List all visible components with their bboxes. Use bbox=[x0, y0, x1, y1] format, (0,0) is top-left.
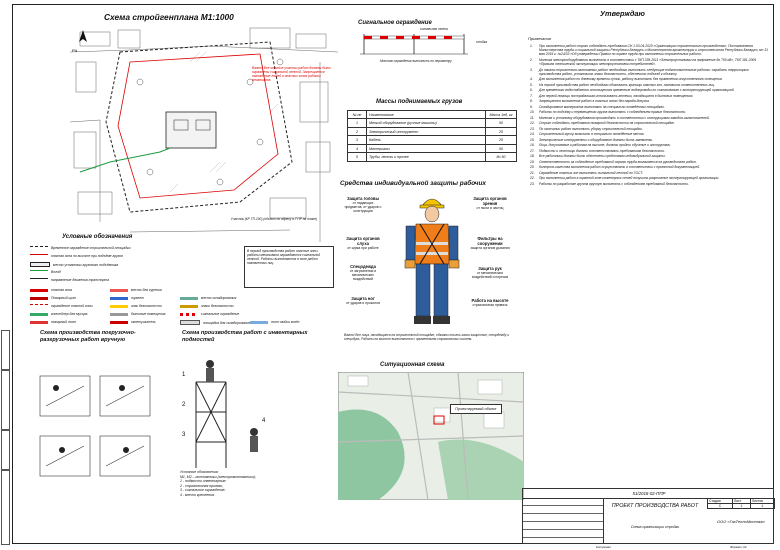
masses-title: Массы поднимаемых грузов bbox=[376, 99, 463, 105]
list-item: 8. Запрещается выполнение работ в опасных зонах без наряда-допуска. bbox=[530, 99, 770, 103]
site-plan bbox=[70, 22, 338, 247]
legend-title: Условные обозначения bbox=[62, 234, 133, 240]
masses-head-num: № пп bbox=[348, 111, 367, 119]
ppe-helmet-text: от падающих предметов, от ударов о конструкции bbox=[344, 201, 382, 213]
legend-item bbox=[180, 304, 234, 308]
ppe-note: Важно! Все лица, находящиеся на строительной площадке, обязаны носить каски защитные, спецодежду и спецобувь. Работы на высоте выполняются с применением страховочных систем. bbox=[344, 333, 510, 341]
legend-label: место для курения bbox=[131, 288, 162, 292]
legend-label: знаки безопасности bbox=[201, 304, 234, 308]
legend-item bbox=[110, 296, 144, 300]
cell: 50 bbox=[486, 144, 517, 152]
masses-head-mass: Масса 1ед, кг bbox=[486, 111, 517, 119]
ppe-height bbox=[470, 298, 510, 307]
cell: до 50 bbox=[486, 153, 517, 161]
situation-map bbox=[338, 372, 524, 500]
note-text: Подмости и лестницы должны соответствовать требованиям безопасности. bbox=[539, 148, 665, 153]
cell: Трубы, ленты и прочее bbox=[367, 153, 486, 161]
note-text: Строго соблюдать требования пожарной безопасности на строительной площадке. bbox=[539, 121, 675, 126]
legend-item bbox=[250, 320, 300, 324]
list-item: 4. Для выполнения работ по дневному времени суток, работу выполнять без применения искусственного освещения. bbox=[530, 77, 770, 81]
notes-title: Примечания bbox=[528, 36, 551, 41]
list-item: 5. На период производства работ необходимо обозначить границы опасных зон, назначить ответственных лиц. bbox=[530, 83, 770, 87]
legend-label: бытовые помещения bbox=[131, 312, 166, 316]
legend-label: направление движения транспорта bbox=[51, 278, 110, 282]
stamp-sheets-value: 1 bbox=[750, 504, 774, 509]
notes-list bbox=[530, 44, 770, 484]
stamp-format: Формат А3 bbox=[730, 545, 747, 549]
cell: 4 bbox=[348, 144, 367, 152]
note-text: Для выполнения работ по дневному времени суток, работу выполнять без применения искусственного освещения. bbox=[539, 77, 723, 82]
stamp-code: 51/2018-02-ППР bbox=[523, 489, 775, 499]
note-text: Запрещается выполнение работ в опасных зонах без наряда-допуска. bbox=[539, 99, 650, 104]
list-item: 17. Подмости и лестницы должны соответствовать требованиям безопасности. bbox=[530, 149, 770, 153]
legend-item bbox=[30, 262, 118, 267]
table-row bbox=[348, 119, 517, 127]
note-text: На период производства работ необходимо обозначить границы опасных зон, назначить ответственных лиц. bbox=[539, 82, 715, 87]
worker-figure bbox=[400, 192, 464, 332]
list-item: 21. Ограждение опасных зон выполнять сигнальной лентой по ГОСТ. bbox=[530, 171, 770, 175]
ppe-ears-title: Защита органов слуха bbox=[346, 236, 380, 246]
note-text: Монтаж электрооборудования выполнять в соответствии с ТКП 339-2011 «Электроустановки на напряжение до 750 кВ», ТКП 181-2009 «Правила технической эксплуатации электроустановок потребителей». bbox=[539, 57, 757, 67]
svg-text:1: 1 bbox=[182, 372, 186, 378]
note-text: Электрические инструменты и оборудование должны быть заземлены. bbox=[539, 137, 653, 142]
legend-label: огнетушитель bbox=[131, 320, 156, 324]
note-text: Ограждение опасных зон выполнять сигнальной лентой по ГОСТ. bbox=[539, 170, 643, 175]
list-item: 23. Работы по разработке грунта вручную выполнять с соблюдением требований безопасности. bbox=[530, 182, 770, 186]
stamp-signatures bbox=[523, 498, 604, 544]
list-item: 16. Лица, допускаемые к работам на высоте, должны пройти обучение и инструктаж. bbox=[530, 143, 770, 147]
stamp-company: ООО «ГазТеплоМонтаж» bbox=[716, 519, 766, 524]
legend-item bbox=[30, 288, 72, 292]
ppe-eyes-title: Защита органов зрения bbox=[473, 196, 507, 206]
legend-item bbox=[30, 254, 123, 258]
legend-label: опасная зона bbox=[51, 288, 73, 292]
svg-text:4: 4 bbox=[262, 418, 266, 424]
list-item: 3. До начала строительно-монтажных работ необходимо выполнить следующие подготовительные работы: оградить территорию производства работ, установить знаки безопасности, обеспечить подъезд к объекту. bbox=[530, 68, 770, 76]
note-text: По окончании работ выполнить уборку строительной площадки. bbox=[539, 126, 643, 131]
note-text: Все работники должны быть обеспечены средствами индивидуальной защиты. bbox=[539, 154, 666, 159]
cell: 1 bbox=[348, 119, 367, 127]
note-text: При выполнении работ строго соблюдать требования СН 1.03.04-2020 «Организация строительного производства», Постановления Министерства труда и социальной защиты Республики Беларусь и Министерства архитектуры и строительства Республики Беларусь от 31 мая 2019 г. №24/33 «Об утверждении Правил по охране труда при выполнении строительных работ». bbox=[539, 44, 769, 57]
list-item: 2. Монтаж электрооборудования выполнять в соответствии с ТКП 339-2011 «Электроустановки на напряжение до 750 кВ», ТКП 181-2009 «Правила технической эксплуатации электроустановок потребителей». bbox=[530, 58, 770, 66]
list-item: 13. По окончании работ выполнить уборку строительной площадки. bbox=[530, 127, 770, 131]
ppe-clothes-text: от загрязнения и механических воздействий bbox=[349, 269, 377, 281]
stamp-copied: Копировал bbox=[596, 545, 611, 549]
masses-table bbox=[347, 110, 517, 162]
note-text: Контроль качества выполнения работ осуществлять в соответствии с проектной документацией. bbox=[539, 165, 700, 170]
left-margin bbox=[0, 0, 12, 550]
fence-title: Сигнальное ограждение bbox=[358, 20, 432, 26]
list-item: 7. Для первой помощи пострадавшим использовать аптечки, находящиеся в бытовых помещениях. bbox=[530, 94, 770, 98]
ppe-helmet-title: Защита головы bbox=[346, 196, 380, 201]
cell: 25 bbox=[486, 136, 517, 144]
legend-label: туалет bbox=[131, 296, 144, 300]
plan-title: Схема стройгенплана М1:1000 bbox=[104, 12, 234, 22]
unload-diagram bbox=[36, 356, 166, 496]
ladder-legend bbox=[180, 470, 340, 498]
cell: Материалы bbox=[367, 144, 486, 152]
list-item: 18. Все работники должны быть обеспечены средствами индивидуальной защиты. bbox=[530, 154, 770, 158]
ppe-helmet bbox=[344, 196, 382, 213]
ppe-legs bbox=[344, 296, 382, 305]
list-item: 1. При выполнении работ строго соблюдать требования СН 1.03.04-2020 «Организация строительного производства», Постановления Министерства труда и социальной защиты Республики Беларусь и Министерства архитектуры и строительства Республики Беларусь от 31 мая 2019 г. №24/33 «Об утверждении Правил по охране труда при выполнении строительных работ». bbox=[530, 44, 769, 57]
ladder-legend-line: 2 - страховочная привязь; bbox=[180, 483, 224, 488]
ppe-height-text: страховочная привязь bbox=[472, 303, 508, 307]
stamp-table bbox=[707, 498, 775, 509]
note-text: Лица, допускаемые к работам на высоте, должны пройти обучение и инструктаж. bbox=[539, 143, 671, 148]
note-text: Работы по разработке грунта вручную выполнять с соблюдением требований безопасности. bbox=[539, 181, 689, 186]
masses-head-name: Наименование bbox=[367, 111, 486, 119]
ladder-diagram bbox=[176, 352, 276, 470]
svg-text:3: 3 bbox=[182, 432, 186, 438]
note-text: Работы по подъёму и перемещению грузов выполнять с соблюдением правил безопасности. bbox=[539, 110, 687, 115]
legend-label: место установки грузового подъёмника bbox=[53, 262, 119, 267]
ppe-ears bbox=[344, 236, 382, 250]
ppe-hands-text: от механических воздействий и порезов bbox=[471, 271, 509, 279]
stamp-project: ПРОЕКТ ПРОИЗВОДСТВА РАБОТ bbox=[611, 503, 699, 509]
note-text: Складирование материалов выполнять на специально отведённых площадках. bbox=[539, 104, 665, 109]
ppe-clothes bbox=[344, 264, 382, 281]
list-item: 19. Ответственность за соблюдение требований охраны труда возлагается на руководителя работ. bbox=[530, 160, 770, 164]
legend-item bbox=[110, 304, 162, 308]
ladder-legend-line: 3 - сигнальное ограждение; bbox=[180, 488, 226, 493]
legend-label: Въезд bbox=[51, 270, 61, 274]
note-text: Для временного водоснабжения используются временные водопроводы по согласованию с эксплуатирующей организацией. bbox=[539, 88, 735, 93]
note-text: Ответственность за соблюдение требований охраны труда возлагается на руководителя работ. bbox=[539, 159, 697, 164]
note-text: Монтаж и установку оборудования производить в соответствии с инструкциями заводов-изготовителей. bbox=[539, 115, 710, 120]
list-item: 15. Электрические инструменты и оборудование должны быть заземлены. bbox=[530, 138, 770, 142]
red-warning-note: Важно! Все опасные участки работ должны быть ограждены сигнальной лентой. Запрещается нахождение людей в опасных зонах работы механизмов. bbox=[252, 66, 332, 82]
note-text: До начала строительно-монтажных работ необходимо выполнить следующие подготовительные работы: оградить территорию производства работ, установить знаки безопасности, обеспечить подъезд к объекту. bbox=[539, 67, 749, 76]
list-item: 22. При выполнении работ в охранной зоне инженерных сетей получить разрешение эксплуатирующей организации. bbox=[530, 176, 770, 180]
legend-item bbox=[30, 320, 76, 324]
cell: 5 bbox=[348, 153, 367, 161]
legend-item bbox=[30, 278, 109, 282]
svg-text:РЧ: РЧ bbox=[72, 48, 78, 53]
ppe-eyes-text: от пыли и частиц bbox=[476, 206, 504, 210]
fence-caption: Монтаж ограждения выполнить по периметру bbox=[380, 59, 452, 63]
legend-label: сигнальное ограждение bbox=[201, 312, 240, 316]
cell: Мелкий оборудование (ручные машины) bbox=[367, 119, 486, 127]
ladder-legend-title: Условные обозначения: bbox=[180, 470, 219, 474]
ppe-eyes bbox=[470, 196, 510, 210]
ppe-legs-title: Защита ног bbox=[351, 296, 375, 301]
ppe-clothes-title: Спецодежда bbox=[350, 264, 376, 269]
ladder-legend-line: 1 - подмости инвентарные; bbox=[180, 479, 227, 484]
ppe-hands bbox=[470, 266, 510, 279]
ladder-legend-line: 4 - место крепления. bbox=[180, 492, 216, 497]
svg-text:2: 2 bbox=[182, 402, 186, 408]
legend-item bbox=[30, 296, 76, 300]
legend-label: площадка для складирования bbox=[203, 320, 251, 325]
legend-item bbox=[180, 312, 239, 316]
fence-label-post: стойка bbox=[476, 40, 488, 44]
situation-label: Проектируемый объект bbox=[450, 404, 502, 414]
legend-item bbox=[110, 312, 165, 316]
ppe-title: Средства индивидуальной защиты рабочих bbox=[340, 180, 486, 187]
approved-title: Утверждаю bbox=[600, 9, 645, 18]
ppe-filter-title: Фильтры на сооружении bbox=[477, 236, 503, 246]
legend-label: пожарный пост bbox=[51, 320, 77, 324]
list-item: 11. Монтаж и установку оборудования производить в соответствии с инструкциями заводов-изготовителей. bbox=[530, 116, 770, 120]
legend-label: место складирования bbox=[201, 296, 237, 300]
legend-item bbox=[30, 246, 131, 250]
legend-item bbox=[110, 320, 156, 324]
list-item: 9. Складирование материалов выполнять на специально отведённых площадках. bbox=[530, 105, 770, 109]
cell: Электрический инструмент bbox=[367, 127, 486, 135]
stamp-stage-label: Стадия bbox=[708, 499, 733, 504]
legend-item bbox=[30, 270, 61, 274]
masses-header-row bbox=[348, 111, 517, 119]
ppe-legs-text: от ударов и проколов bbox=[346, 301, 380, 305]
stamp-subtitle: Схема организации стройки bbox=[630, 525, 680, 529]
cell: 3 bbox=[348, 136, 367, 144]
ppe-height-title: Работа на высоте bbox=[471, 298, 509, 303]
legend-item bbox=[110, 288, 162, 292]
legend-label: знак безопасности bbox=[131, 304, 162, 308]
list-item: 6. Для временного водоснабжения используются временные водопроводы по согласованию с эксплуатирующей организацией. bbox=[530, 88, 770, 92]
list-item: 14. Строительный мусор вывозить в специально отведённые места. bbox=[530, 132, 770, 136]
ppe-filter-text: защита органов дыхания bbox=[470, 246, 510, 250]
fence-label-tape: сигнальная лента bbox=[420, 27, 448, 31]
ppe-ears-text: от шума при работе bbox=[347, 246, 379, 250]
legend-item bbox=[180, 320, 250, 325]
cell: 2 bbox=[348, 127, 367, 135]
stamp-stage-value: С bbox=[708, 504, 733, 509]
legend-label: ограждение опасной зоны bbox=[51, 304, 93, 308]
cell: Кабель bbox=[367, 136, 486, 144]
cell: 25 bbox=[486, 127, 517, 135]
legend-label: опасная зона по высоте при подъёме грузов bbox=[51, 254, 123, 258]
table-row bbox=[348, 144, 517, 152]
note-text: При выполнении работ в охранной зоне инженерных сетей получить разрешение эксплуатирующей организации. bbox=[539, 176, 720, 181]
cell: 50 bbox=[486, 119, 517, 127]
legend-label: Пожарный щит bbox=[51, 296, 77, 300]
list-item: 10. Работы по подъёму и перемещению грузов выполнять с соблюдением правил безопасности. bbox=[530, 110, 770, 114]
legend-label: пост мойки колёс bbox=[271, 320, 300, 324]
legend-label: Временное ограждение строительной площадки bbox=[51, 246, 131, 250]
plan-box1-note: Участок (КР ТП-100) (объект по адресу п.7 ПР на плане) bbox=[230, 217, 318, 221]
stamp-sheet-value: 1 bbox=[733, 504, 751, 509]
situation-title: Ситуационная схема bbox=[380, 362, 445, 368]
ladder-title: Схема производства работ с инвентарных подмостей bbox=[182, 330, 308, 343]
ppe-filter bbox=[470, 236, 510, 250]
legend-item bbox=[30, 312, 87, 316]
stamp-sheet-label: Лист bbox=[733, 499, 751, 504]
title-block bbox=[522, 488, 774, 544]
table-row bbox=[348, 153, 517, 161]
ladder-legend-line: М1, М2 – монтажники (электромонтажники); bbox=[180, 474, 256, 479]
plan-box2-note: В период производства работ опасные зоны работы механизмов ограждаются сигнальной лентой. Работы выполняются в зоне работ назначенных лиц. bbox=[244, 246, 334, 288]
stamp-sheets-label: Листов bbox=[750, 499, 774, 504]
table-row bbox=[348, 136, 517, 144]
legend-label: контейнер для мусора bbox=[51, 312, 88, 316]
legend-item bbox=[180, 296, 236, 300]
fence-drawing bbox=[354, 30, 474, 58]
note-text: Для первой помощи пострадавшим использовать аптечки, находящиеся в бытовых помещениях. bbox=[539, 93, 694, 98]
table-row bbox=[348, 127, 517, 135]
ppe-hands-title: Защита рук bbox=[478, 266, 502, 271]
legend-item bbox=[30, 304, 93, 308]
list-item: 20. Контроль качества выполнения работ осуществлять в соответствии с проектной документацией. bbox=[530, 165, 770, 169]
note-text: Строительный мусор вывозить в специально отведённые места. bbox=[539, 132, 645, 137]
list-item: 12. Строго соблюдать требования пожарной безопасности на строительной площадке. bbox=[530, 121, 770, 125]
unload-title: Схема производства погрузочно-разгрузочных работ вручную bbox=[40, 330, 136, 343]
